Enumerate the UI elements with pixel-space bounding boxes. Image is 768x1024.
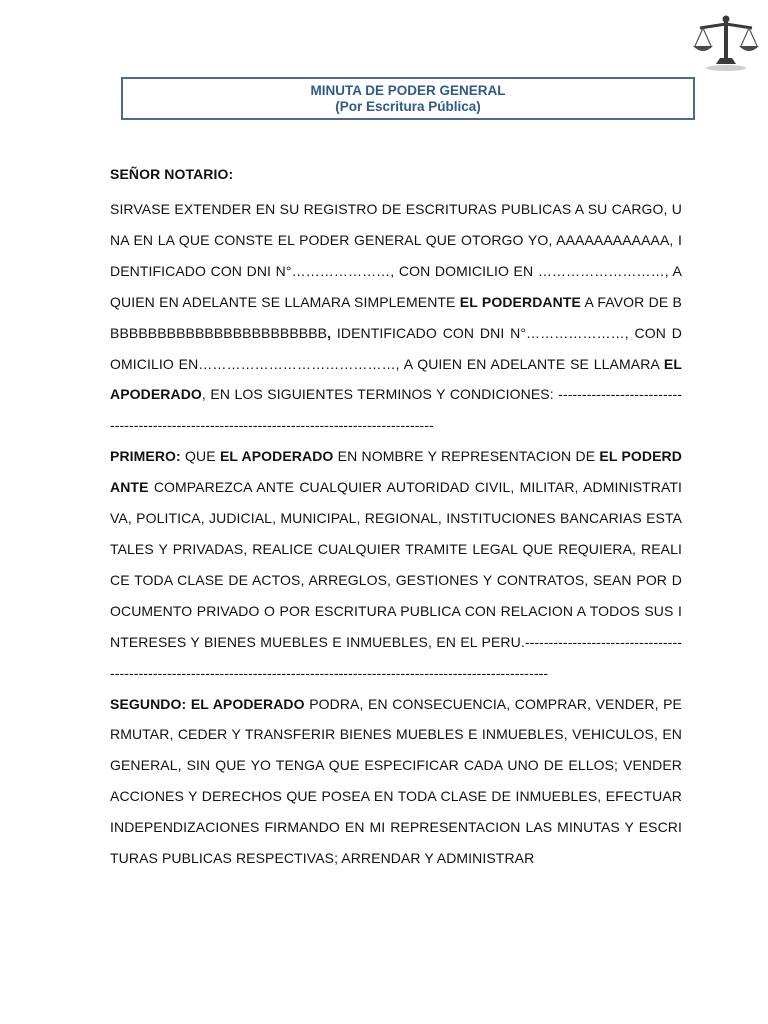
scales-of-justice-icon: [690, 12, 762, 74]
document-body: [110, 164, 682, 874]
intro-text-1: SIRVASE EXTENDER EN SU REGISTRO DE ESCRITURAS PUBLICAS A SU CARGO, UNA EN LA QUE CONSTE EL PODER GENERAL QUE OTORGO YO, AAAAAAAAAAAA, IDENTIFICADO CON DNI N°…………………, CON DOMICILIO EN ………………………, A QUIEN EN ADELANTE SE LLAMARA SIMPLEMENTE: [110, 201, 682, 310]
primero-bold-2: EL PODERDANTE: [110, 448, 682, 496]
intro-paragraph: [110, 194, 682, 441]
segundo-text-1: PODRA, EN CONSECUENCIA, COMPRAR, VENDER, PERMUTAR, CEDER Y TRANSFERIR BIENES MUEBLES E INMUEBLES, VEHICULOS, EN GENERAL, SIN QUE YO TENGA QUE ESPECIFICAR CADA UNO DE ELLOS; VENDER ACCIONES Y DERECHOS QUE POSEA EN TODA CLASE DE INMUEBLES, EFECTUAR INDEPENDIZACIONES FIRMANDO EN MI REPRESENTACION LAS MINUTAS Y ESCRITURAS PUBLICAS RESPECTIVAS; ARRENDAR Y ADMINISTRAR: [110, 695, 682, 867]
salutation: SEÑOR NOTARIO:: [110, 166, 234, 182]
primero-text-2: EN NOMBRE Y REPRESENTACION DE: [333, 448, 600, 465]
segundo-bold-1: EL APODERADO: [186, 695, 305, 712]
primero-text-1: QUE: [180, 448, 220, 465]
primero-bold-1: EL APODERADO: [219, 448, 334, 465]
intro-text-3: IDENTIFICADO CON DNI N°…………………, CON DOMICILIO EN……………………………………, A QUIEN EN ADELANTE SE LLAMARA: [110, 324, 682, 372]
intro-text-4: , EN LOS SIGUIENTES TERMINOS Y CONDICIONES: ----------------------------------------------------------------------------------------------: [110, 386, 682, 434]
document-title-box: [121, 77, 695, 120]
document-subtitle: (Por Escritura Pública): [335, 99, 481, 114]
intro-bold-3: EL APODERADO: [110, 355, 682, 403]
clause-primero-label: PRIMERO:: [110, 448, 181, 465]
clause-primero: [110, 441, 682, 688]
intro-bold-2: ,: [327, 324, 332, 341]
clause-segundo: [110, 689, 682, 874]
document-title: MINUTA DE PODER GENERAL: [310, 83, 506, 98]
primero-text-3: COMPAREZCA ANTE CUALQUIER AUTORIDAD CIVIL, MILITAR, ADMINISTRATIVA, POLITICA, JUDICIAL, MUNICIPAL, REGIONAL, INSTITUCIONES BANCARIAS ESTATALES Y PRIVADAS, REALICE CUALQUIER TRAMITE LEGAL QUE REQUIERA, REALICE TODA CLASE DE ACTOS, ARREGLOS, GESTIONES Y CONTRATOS, SEAN POR DOCUMENTO PRIVADO O POR ESCRITURA PUBLICA CON RELACION A TODOS SUS INTERESES Y BIENES MUEBLES E INMUEBLES, EN EL PERU.-----------------------------------------------------------------------------------------------------------------------------: [110, 479, 682, 681]
clause-segundo-label: SEGUNDO:: [110, 695, 187, 712]
intro-text-2: A FAVOR DE BBBBBBBBBBBBBBBBBBBBBBBB: [110, 293, 682, 341]
intro-bold-1: EL PODERDANTE: [459, 293, 581, 310]
